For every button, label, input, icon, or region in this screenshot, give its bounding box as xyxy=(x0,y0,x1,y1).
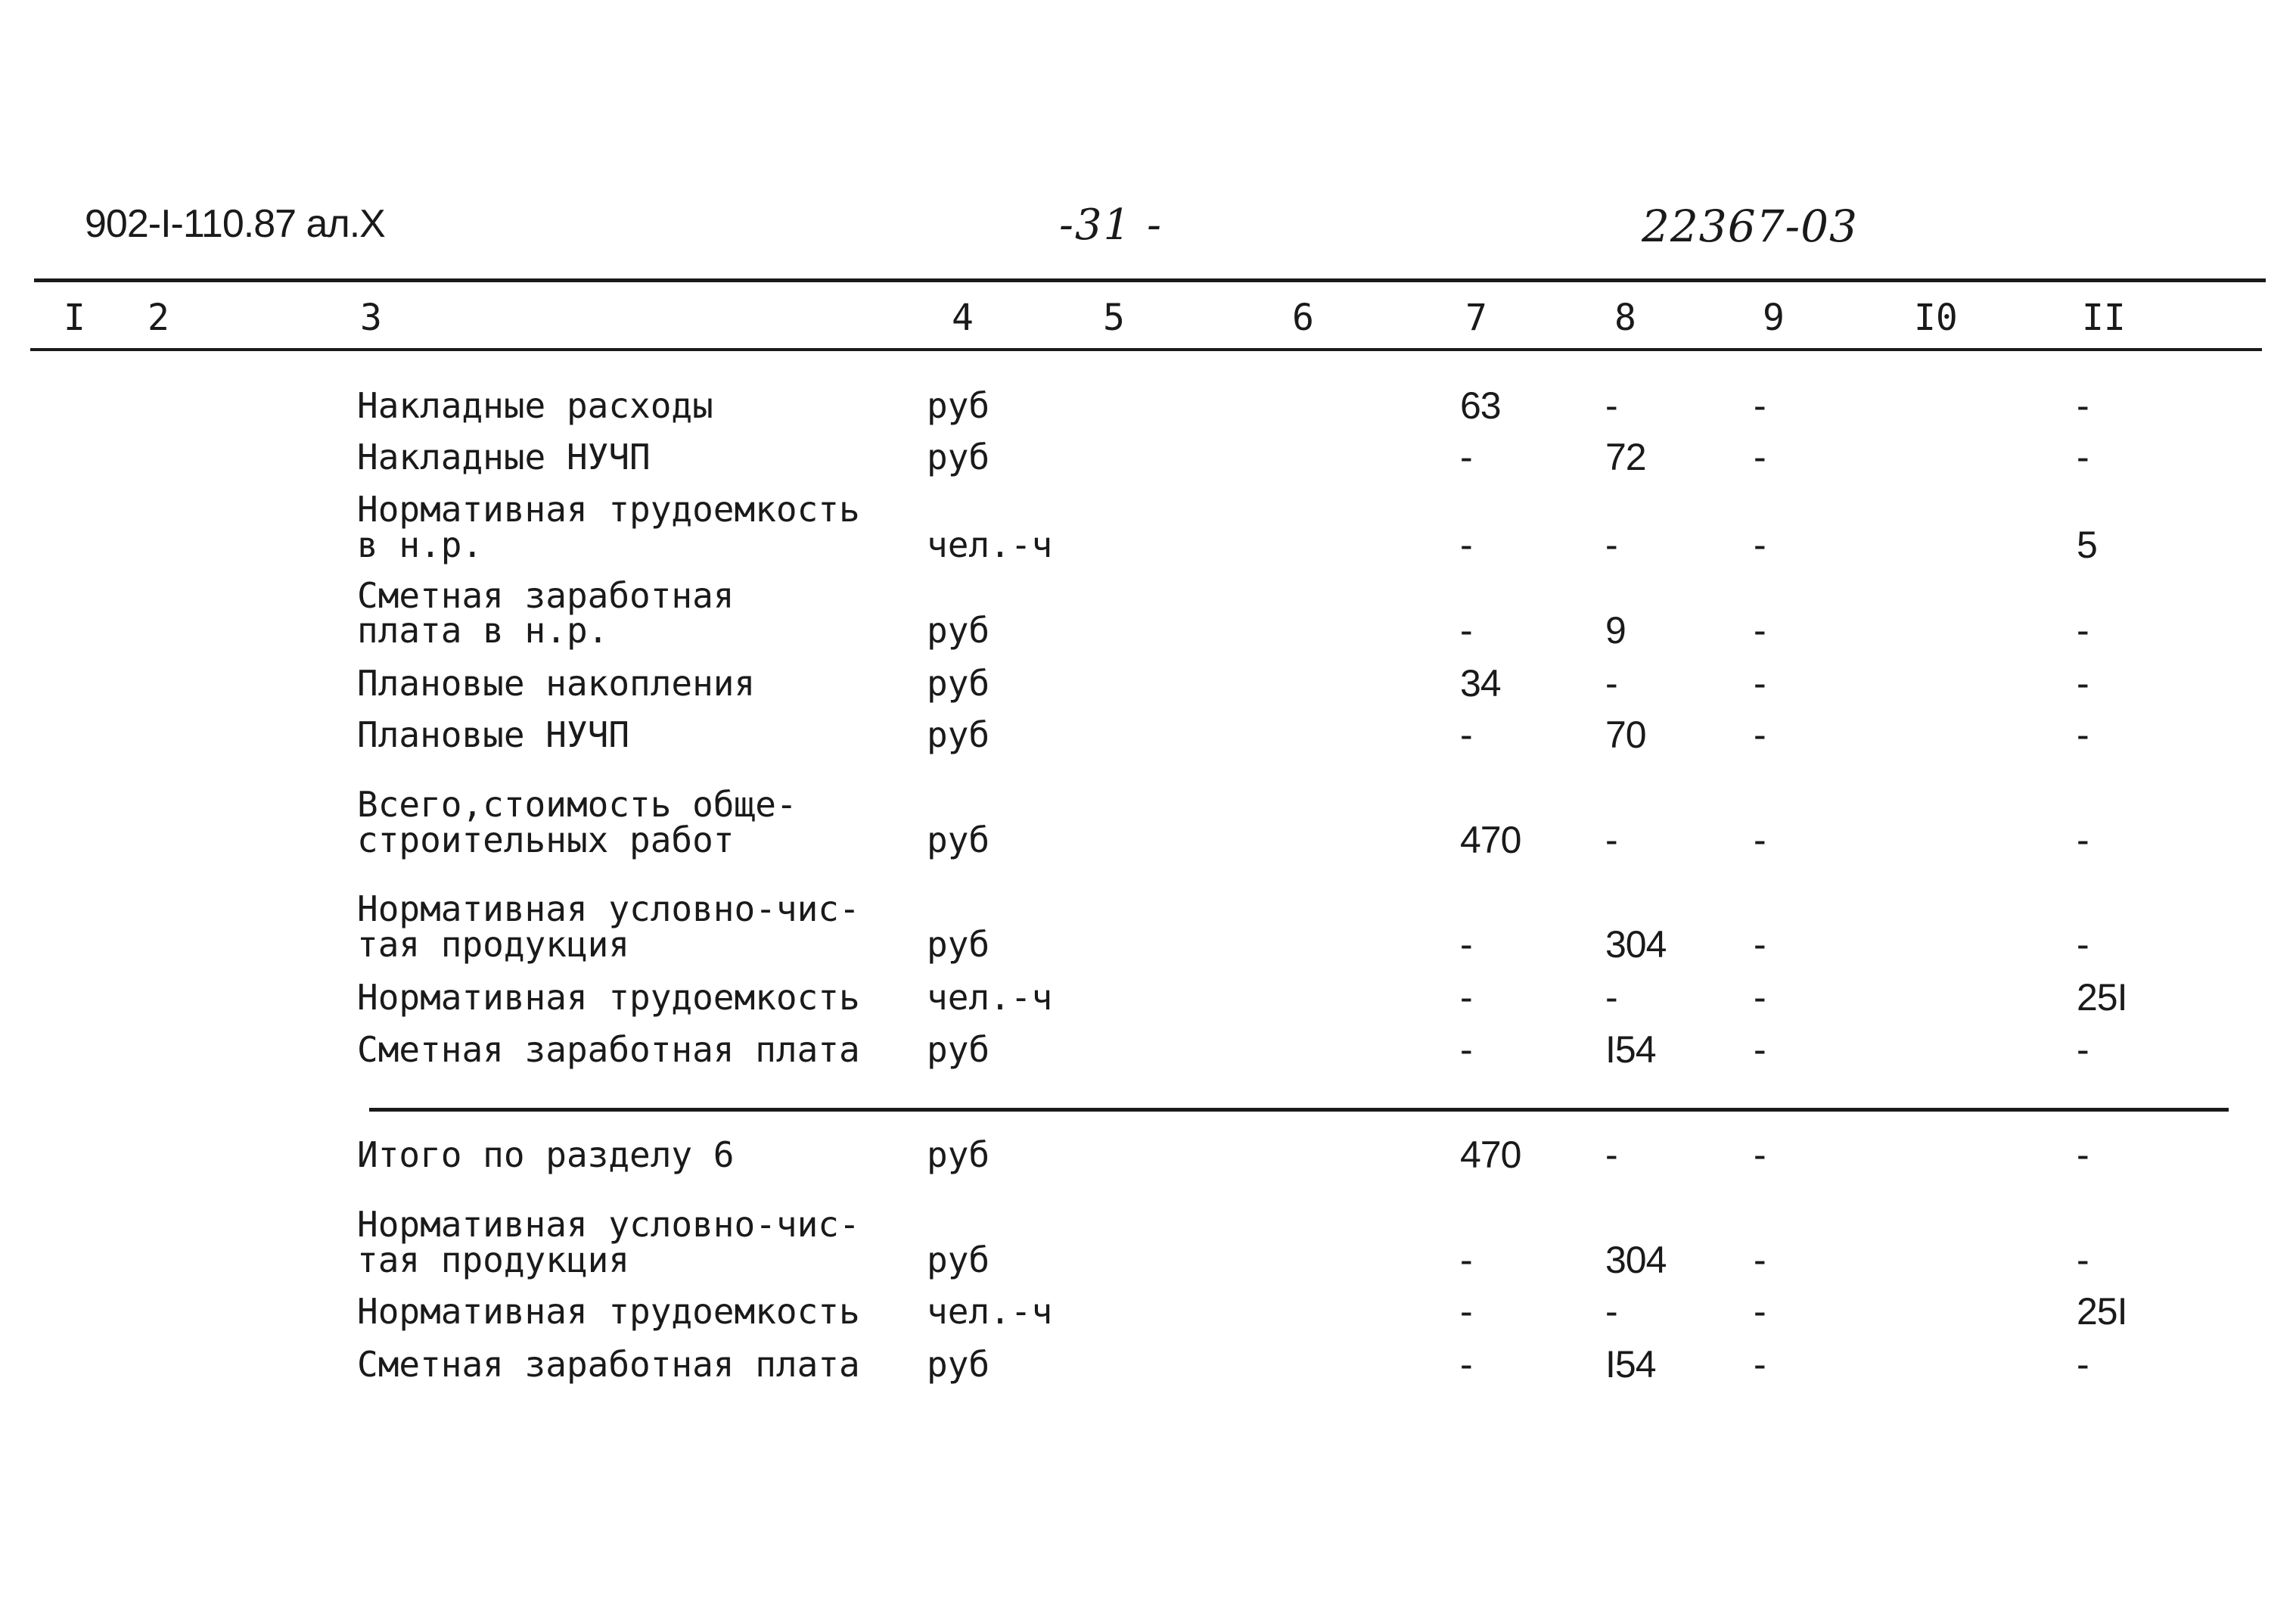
cell-col-7: - xyxy=(1460,1343,1472,1386)
cell-col-7: - xyxy=(1460,1239,1472,1281)
row-label: Итого по разделу 6 xyxy=(357,1134,735,1175)
row-unit: руб xyxy=(927,385,990,426)
cell-col-8: - xyxy=(1605,1134,1617,1176)
cell-col-9: - xyxy=(1754,1134,1766,1176)
cell-col-7: 470 xyxy=(1460,1134,1521,1176)
cell-col-8: 304 xyxy=(1605,1239,1667,1281)
cell-col-7: - xyxy=(1460,609,1472,652)
cell-col-9: - xyxy=(1754,976,1766,1019)
cell-col-11: - xyxy=(2077,1343,2089,1386)
cell-col-7: - xyxy=(1460,1290,1472,1333)
row-unit: руб xyxy=(927,663,990,704)
cell-col-11: - xyxy=(2077,819,2089,861)
cell-col-11: - xyxy=(2077,714,2089,756)
cell-col-8: I54 xyxy=(1605,1028,1656,1071)
header-top-rule xyxy=(34,278,2266,282)
cell-col-7: - xyxy=(1460,923,1472,966)
cell-col-11: - xyxy=(2077,436,2089,478)
cell-col-11: - xyxy=(2077,923,2089,966)
cell-col-8: - xyxy=(1605,819,1617,861)
cell-col-11: 5 xyxy=(2077,524,2097,566)
cell-col-8: 304 xyxy=(1605,923,1667,966)
row-label: Плановые НУЧП xyxy=(357,714,630,755)
row-label: Всего,стоимость обще- xyxy=(357,784,797,825)
cell-col-9: - xyxy=(1754,662,1766,704)
row-unit: руб xyxy=(927,714,990,755)
row-label: Нормативная трудоемкость xyxy=(357,489,860,530)
header-bottom-rule xyxy=(30,348,2262,351)
cell-col-11: - xyxy=(2077,1028,2089,1071)
cell-col-8: - xyxy=(1605,1290,1617,1333)
cell-col-9: - xyxy=(1754,1290,1766,1333)
cell-col-7: 34 xyxy=(1460,662,1501,704)
cell-col-8: - xyxy=(1605,662,1617,704)
cell-col-7: - xyxy=(1460,436,1472,478)
row-unit: руб xyxy=(927,820,990,860)
cell-col-8: 70 xyxy=(1605,714,1646,756)
cell-col-9: - xyxy=(1754,1343,1766,1386)
column-number: 5 xyxy=(1103,297,1125,339)
cell-col-11: - xyxy=(2077,1134,2089,1176)
cell-col-8: - xyxy=(1605,524,1617,566)
cell-col-11: - xyxy=(2077,384,2089,427)
cell-col-8: 9 xyxy=(1605,609,1626,652)
cell-col-8: I54 xyxy=(1605,1343,1656,1386)
row-label: Накладные расходы xyxy=(357,385,713,426)
column-number: 8 xyxy=(1614,297,1636,339)
row-unit: чел.-ч xyxy=(927,1291,1053,1332)
doc-id: 22367-03 xyxy=(1642,201,1858,252)
cell-col-7: - xyxy=(1460,524,1472,566)
cell-col-9: - xyxy=(1754,436,1766,478)
row-unit: чел.-ч xyxy=(927,524,1053,565)
column-number: 7 xyxy=(1465,297,1487,339)
row-label: Сметная заработная xyxy=(357,575,735,616)
cell-col-8: 72 xyxy=(1605,436,1646,478)
row-unit: руб xyxy=(927,1134,990,1175)
cell-col-8: - xyxy=(1605,976,1617,1019)
page-number: -31 - xyxy=(1059,201,1163,250)
cell-col-9: - xyxy=(1754,819,1766,861)
row-label: Нормативная трудоемкость xyxy=(357,977,860,1018)
row-label: Сметная заработная плата xyxy=(357,1029,860,1070)
row-unit: руб xyxy=(927,437,990,477)
cell-col-7: - xyxy=(1460,714,1472,756)
cell-col-7: - xyxy=(1460,1028,1472,1071)
cell-col-11: - xyxy=(2077,609,2089,652)
row-unit: руб xyxy=(927,924,990,965)
row-label-continued: тая продукция xyxy=(357,1239,630,1280)
cell-col-7: 63 xyxy=(1460,384,1501,427)
cell-col-9: - xyxy=(1754,923,1766,966)
cell-col-11: - xyxy=(2077,1239,2089,1281)
cell-col-9: - xyxy=(1754,609,1766,652)
row-unit: руб xyxy=(927,1239,990,1280)
row-unit: руб xyxy=(927,1029,990,1070)
doc-code: 902-I-110.87 ал.X xyxy=(85,202,385,246)
cell-col-11: - xyxy=(2077,662,2089,704)
column-number: 9 xyxy=(1763,297,1785,339)
cell-col-8: - xyxy=(1605,384,1617,427)
row-unit: руб xyxy=(927,1344,990,1385)
row-unit: чел.-ч xyxy=(927,977,1053,1018)
row-label-continued: строительных работ xyxy=(357,820,735,860)
cell-col-9: - xyxy=(1754,1239,1766,1281)
row-label: Плановые накопления xyxy=(357,663,756,704)
section-total-rule xyxy=(369,1108,2229,1112)
column-number: 3 xyxy=(360,297,382,339)
row-label: Сметная заработная плата xyxy=(357,1344,860,1385)
column-number: 4 xyxy=(952,297,974,339)
row-label: Нормативная условно-чис- xyxy=(357,1204,860,1245)
cell-col-9: - xyxy=(1754,524,1766,566)
cell-col-9: - xyxy=(1754,1028,1766,1071)
column-number: I xyxy=(64,297,85,339)
row-label: Нормативная условно-чис- xyxy=(357,888,860,929)
row-label-continued: в н.р. xyxy=(357,524,483,565)
column-number: II xyxy=(2082,297,2126,339)
row-unit: руб xyxy=(927,610,990,651)
cell-col-11: 25I xyxy=(2077,976,2127,1019)
column-number: I0 xyxy=(1914,297,1958,339)
cell-col-11: 25I xyxy=(2077,1290,2127,1333)
cell-col-9: - xyxy=(1754,714,1766,756)
cell-col-7: - xyxy=(1460,976,1472,1019)
row-label: Накладные НУЧП xyxy=(357,437,651,477)
column-number: 6 xyxy=(1292,297,1314,339)
row-label-continued: плата в н.р. xyxy=(357,610,609,651)
cell-col-7: 470 xyxy=(1460,819,1521,861)
row-label-continued: тая продукция xyxy=(357,924,630,965)
column-number: 2 xyxy=(148,297,169,339)
row-label: Нормативная трудоемкость xyxy=(357,1291,860,1332)
cell-col-9: - xyxy=(1754,384,1766,427)
